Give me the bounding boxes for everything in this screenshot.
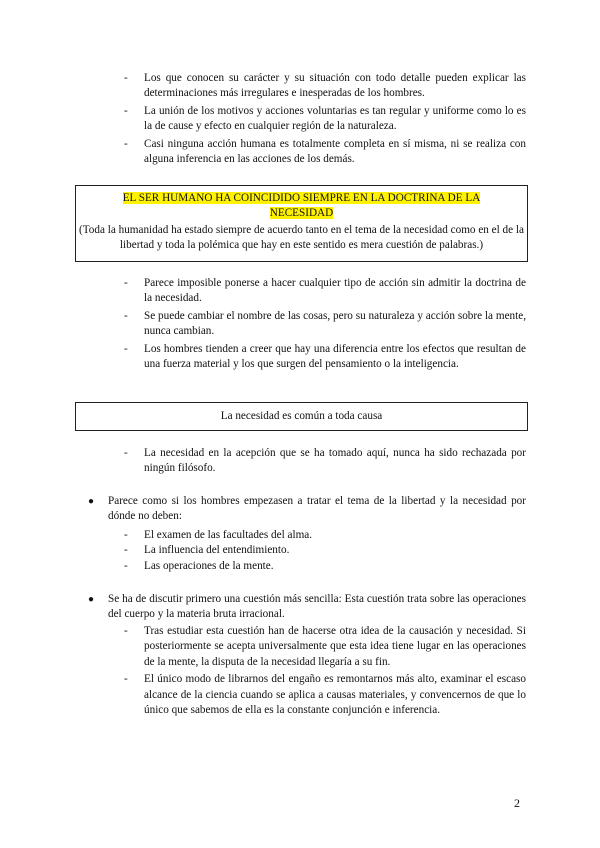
dash-list-causation: [124, 624, 526, 720]
necessity-box: La necesidad es común a toda causa: [75, 402, 528, 431]
dash-marker: -: [124, 625, 128, 637]
dash-marker: -: [124, 309, 128, 322]
list-item: [124, 543, 526, 558]
list-item-text: El único modo de librarnos del engaño es remontarnos más alto, examinar el escaso alcance de la ciencia cuando se aplica a causas materiales, y convencernos de que lo único que sabemos de ella es la constante conjunción e inferencia.: [144, 673, 526, 717]
list-item: [124, 528, 526, 543]
list-item-text: La influencia del entendimiento.: [144, 544, 290, 557]
bullet-freedom-necessity: [88, 494, 526, 525]
bullet-text: Parece como si los hombres empezasen a tratar el tema de la libertad y la necesidad por dónde no deben:: [108, 495, 526, 523]
list-item: [124, 309, 526, 340]
dash-list-doctrine: [124, 276, 526, 374]
highlighted-heading-text: EL SER HUMANO HA COINCIDIDO SIEMPRE EN LA DOCTRINA DE LA NECESIDAD: [122, 192, 481, 220]
bullet-marker: ●: [88, 594, 95, 605]
dash-marker: -: [124, 137, 128, 150]
list-item: [124, 672, 526, 718]
dash-marker: -: [124, 673, 128, 686]
list-item-text: La necesidad en la acepción que se ha tomado aquí, nunca ha sido rechazada por ningún filósofo.: [144, 447, 526, 475]
dash-list-freedom: [124, 528, 526, 574]
dash-list-intro: [124, 71, 526, 169]
bullet-text: Se ha de discutir primero una cuestión más sencilla: Esta cuestión trata sobre las operaciones del cuerpo y la materia bruta irracional.: [108, 593, 526, 621]
dash-list-necessity: [124, 446, 526, 479]
dash-marker: -: [124, 447, 128, 459]
list-item: [124, 104, 526, 135]
list-item: [124, 559, 526, 574]
list-item-text: Los hombres tienden a creer que hay una diferencia entre los efectos que resultan de una fuerza material y los que surgen del pensamiento o la inteligencia.: [144, 342, 526, 371]
list-item-text: Parece imposible ponerse a hacer cualquier tipo de acción sin admitir la doctrina de la necesidad.: [144, 277, 526, 305]
doctrine-subtitle: (Toda la humanidad ha estado siempre de acuerdo tanto en el tema de la necesidad como en el de la libertad y toda la polémica que hay en este sentido es mera cuestión de palabras.): [79, 223, 524, 252]
dash-marker: -: [124, 342, 128, 355]
list-item: [124, 137, 526, 168]
doctrine-heading: [76, 191, 527, 222]
list-item-text: Se puede cambiar el nombre de las cosas, pero su naturaleza y acción sobre la mente, nunca cambian.: [144, 309, 526, 338]
list-item: [124, 71, 526, 102]
dash-marker: -: [124, 72, 128, 84]
dash-marker: -: [124, 559, 128, 572]
bullet-marker: ●: [88, 496, 95, 507]
dash-marker: -: [124, 104, 128, 117]
dash-marker: -: [124, 529, 128, 541]
list-item: [124, 276, 526, 307]
list-item-text: Los que conocen su carácter y su situación con todo detalle pueden explicar las determinaciones más irregulares e inesperadas de los hombres.: [144, 72, 526, 100]
list-item-text: Casi ninguna acción humana es totalmente completa en sí misma, ni se realiza con alguna inferencia en las acciones de los demás.: [144, 137, 526, 166]
list-item-text: Tras estudiar esta cuestión han de hacerse otra idea de la causación y necesidad. Si posteriormente se acepta universalmente que esta idea tiene lugar en las operaciones de la mente, la disputa de la necesidad llegaría a su fin.: [144, 625, 526, 668]
list-item: [124, 446, 526, 477]
bullet-simple-question: [88, 592, 526, 623]
dash-marker: -: [124, 544, 128, 557]
dash-marker: -: [124, 277, 128, 289]
list-item-text: Las operaciones de la mente.: [144, 559, 274, 572]
list-item-text: El examen de las facultades del alma.: [144, 529, 313, 541]
list-item: [124, 342, 526, 373]
list-item-text: La unión de los motivos y acciones voluntarias es tan regular y uniforme como lo es la de cause y efecto en cualquier región de la naturaleza.: [144, 104, 526, 133]
list-item: [124, 624, 526, 670]
page-number: 2: [514, 796, 520, 810]
doctrine-box: [75, 185, 528, 262]
